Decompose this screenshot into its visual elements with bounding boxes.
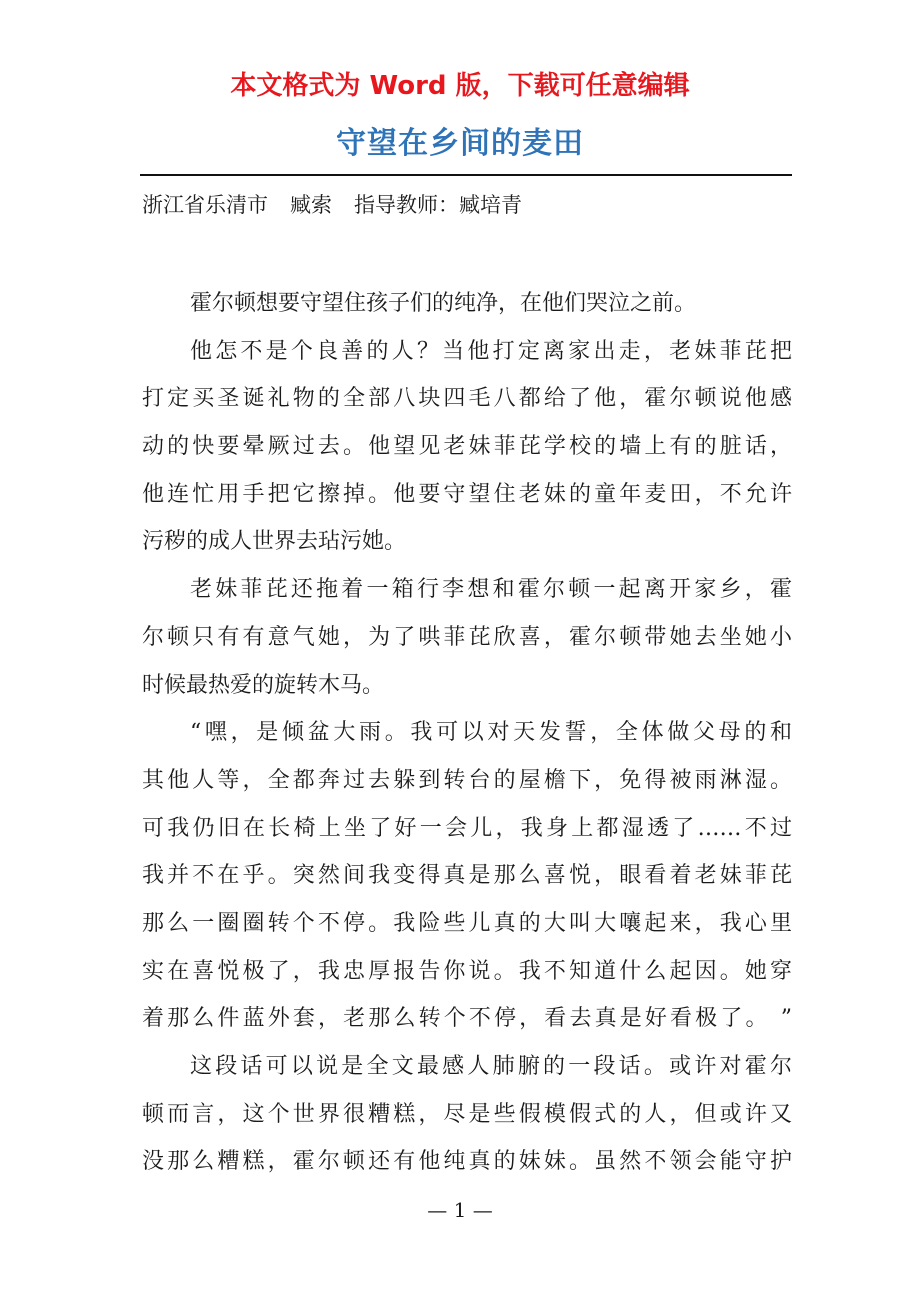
- download-notice: 本文格式为 Word 版，下载可任意编辑: [230, 71, 690, 101]
- paragraph-line: 可我仍旧在长椅上坐了好一会儿，我身上都湿透了……不过: [142, 815, 792, 841]
- paragraph-line: 霍尔顿想要守望住孩子们的纯净，在他们哭泣之前。: [190, 291, 697, 316]
- byline-advisor: 指导教师：臧培青: [354, 193, 522, 217]
- title-divider: [140, 174, 792, 176]
- paragraph-line: 打定买圣诞礼物的全部八块四毛八都给了他，霍尔顿说他感: [142, 386, 792, 412]
- paragraph-line: 实在喜悦极了，我忠厚报告你说。我不知道什么起因。她穿: [142, 958, 792, 984]
- paragraph-line: 这段话可以说是全文最感人肺腑的一段话。或许对霍尔: [190, 1054, 792, 1079]
- paragraph-line: 尔顿只有有意气她，为了哄菲芘欣喜，霍尔顿带她去坐她小: [142, 624, 792, 650]
- document-title: 守望在乡间的麦田: [336, 126, 584, 161]
- byline: [142, 185, 792, 225]
- byline-author: 臧索: [290, 193, 332, 217]
- paragraph-line: 老妹菲芘还拖着一箱行李想和霍尔顿一起离开家乡，霍: [190, 577, 792, 603]
- article-body: [142, 280, 792, 1186]
- paragraph-line: 那么一圈圈转个不停。我险些儿真的大叫大嚷起来，我心里: [142, 910, 792, 936]
- paragraph-line: 他怎不是个良善的人？当他打定离家出走，老妹菲芘把: [190, 338, 792, 364]
- byline-location: 浙江省乐清市: [142, 193, 268, 217]
- paragraph-line: 没那么糟糕，霍尔顿还有他纯真的妹妹。虽然不领会能守护: [142, 1149, 792, 1175]
- paragraph-line: 时候最热爱的旋转木马。: [142, 672, 385, 698]
- paragraph-line: “嘿，是倾盆大雨。我可以对天发誓，全体做父母的和: [190, 720, 792, 746]
- paragraph-line: 我并不在乎。突然间我变得真是那么喜悦，眼看着老妹菲芘: [142, 863, 792, 889]
- paragraph-line: 着那么件蓝外套，老那么转个不停，看去真是好看极了。 ”: [142, 1006, 792, 1032]
- paragraph-line: 顿而言，这个世界很糟糕，尽是些假模假式的人，但或许又: [142, 1101, 792, 1127]
- paragraph-line: 他连忙用手把它擦掉。他要守望住老妹的童年麦田，不允许: [142, 481, 792, 507]
- paragraph-line: 其他人等，全都奔过去躲到转台的屋檐下，免得被雨淋湿。: [142, 767, 792, 793]
- page-number: — 1 —: [427, 1198, 493, 1222]
- paragraph-line: 动的快要晕厥过去。他望见老妹菲芘学校的墙上有的脏话，: [142, 434, 792, 460]
- paragraph-line: 污秽的成人世界去玷污她。: [142, 529, 407, 555]
